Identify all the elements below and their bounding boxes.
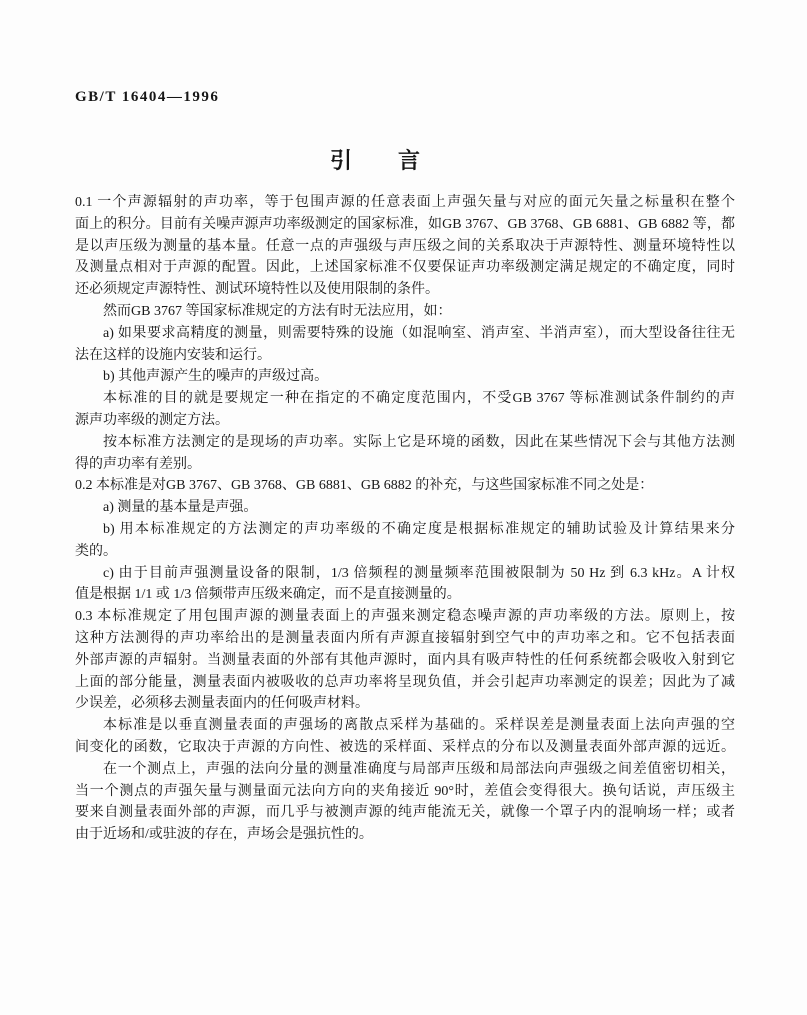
body-line: 这种方法测得的声功率给出的是测量表面内所有声源直接辐射到空气中的声功率之和。它不包括表面 [75,630,735,646]
body-line: a) 测量的基本量是声强。 [103,500,258,516]
body-line: 类的。 [75,543,117,559]
clause-0-1-item-b [75,366,735,388]
body-line: 少误差，必须移去测量表面内的任何吸声材料。 [75,696,369,712]
clause-0-1-paragraph-3 [75,388,735,432]
body-line: 法在这样的设施内安装和运行。 [75,347,271,363]
body-line: 面上的积分。目前有关噪声源声功率级测定的国家标准，如GB 3767、GB 3768、GB 6881、GB 6882 等，都 [75,216,735,232]
clause-0-2 [75,475,735,497]
body-line: 上面的部分能量，测量表面内被吸收的总声功率将呈现负值，并会引起声功率测定的误差；因此为了减 [75,674,735,690]
clause-0-2-item-c [75,563,735,607]
body-line: 要来自测量表面外部的声源，而几乎与被测声源的纯声能流无关，就像一个罩子内的混响场一样；或者 [75,805,735,821]
body-line: 间变化的函数，它取决于声源的方向性、被选的采样面、采样点的分布以及测量表面外部声源的远近。 [75,739,735,755]
standard-code-header: GB/T 16404—1996 [75,89,220,105]
body-line: 由于近场和/或驻波的存在，声场会是强抗性的。 [75,827,373,843]
page-title: 引 言 [330,149,433,174]
clause-0-1-paragraph-2 [75,301,735,323]
body-line: 还必须规定声源特性、测试环境特性以及使用限制的条件。 [75,282,439,298]
body-line: b) 其他声源产生的噪声的声级过高。 [103,369,329,385]
clause-0-2-item-a [75,497,735,519]
clause-0-3-paragraph-3 [75,759,735,846]
clause-0-3-paragraph-2 [75,715,735,759]
body-line: 源声功率级的测定方法。 [75,412,229,428]
body-line: 值是根据 1/1 或 1/3 倍频带声压级来确定，而不是直接测量的。 [75,587,461,603]
body-line: a) 如果要求高精度的测量，则需要特殊的设施（如混响室、消声室、半消声室），而大型设备往往无 [103,325,735,341]
body-line: 0.1 一个声源辐射的声功率，等于包围声源的任意表面上声强矢量与对应的面元矢量之标量积在整个 [75,195,735,210]
clause-0-3 [75,606,735,715]
body-line: 及测量点相对于声源的配置。因此，上述国家标准不仅要保证声功率级测定满足规定的不确定度，同时 [75,260,735,276]
body-line: 本标准的目的就是要规定一种在指定的不确定度范围内，不受GB 3767 等标准测试条件制约的声 [103,391,735,407]
body-line: 本标准是以垂直测量表面的声强场的离散点采样为基础的。采样误差是测量表面上法向声强的空 [103,718,735,734]
body-line: 0.3 本标准规定了用包围声源的测量表面上的声强来测定稳态噪声源的声功率级的方法。原则上，按 [75,609,735,625]
body-text [75,192,735,846]
body-line: 当一个测点的声强矢量与测量面元法向方向的夹角接近 90°时，差值会变得很大。换句话说，声压级主 [75,783,735,799]
body-line: 然而GB 3767 等国家标准规定的方法有时无法应用，如： [103,303,452,319]
body-line: 是以声压级为测量的基本量。任意一点的声强级与声压级之间的关系取决于声源特性、测量环境特性以 [75,238,735,254]
body-line: 在一个测点上，声强的法向分量的测量准确度与局部声压级和局部法向声强级之间差值密切相关， [103,761,735,777]
body-line: 按本标准方法测定的是现场的声功率。实际上它是环境的函数，因此在某些情况下会与其他方法测 [103,434,735,450]
body-line: 得的声功率有差别。 [75,456,201,472]
clause-0-1-item-a [75,323,735,367]
clause-0-2-item-b [75,519,735,563]
body-line: 0.2 本标准是对GB 3767、GB 3768、GB 6881、GB 6882 的补充，与这些国家标准不同之处是： [75,478,654,494]
body-line: b) 用本标准规定的方法测定的声功率级的不确定度是根据标准规定的辅助试验及计算结果来分 [103,521,735,537]
clause-0-1 [75,192,735,301]
body-line: 外部声源的声辐射。当测量表面的外部有其他声源时，面内具有吸声特性的任何系统都会吸收入射到它 [75,652,735,668]
body-line: c) 由于目前声强测量设备的限制，1/3 倍频程的测量频率范围被限制为 50 Hz 到 6.3 kHz。A 计权 [103,565,735,581]
clause-0-1-paragraph-4 [75,432,735,476]
